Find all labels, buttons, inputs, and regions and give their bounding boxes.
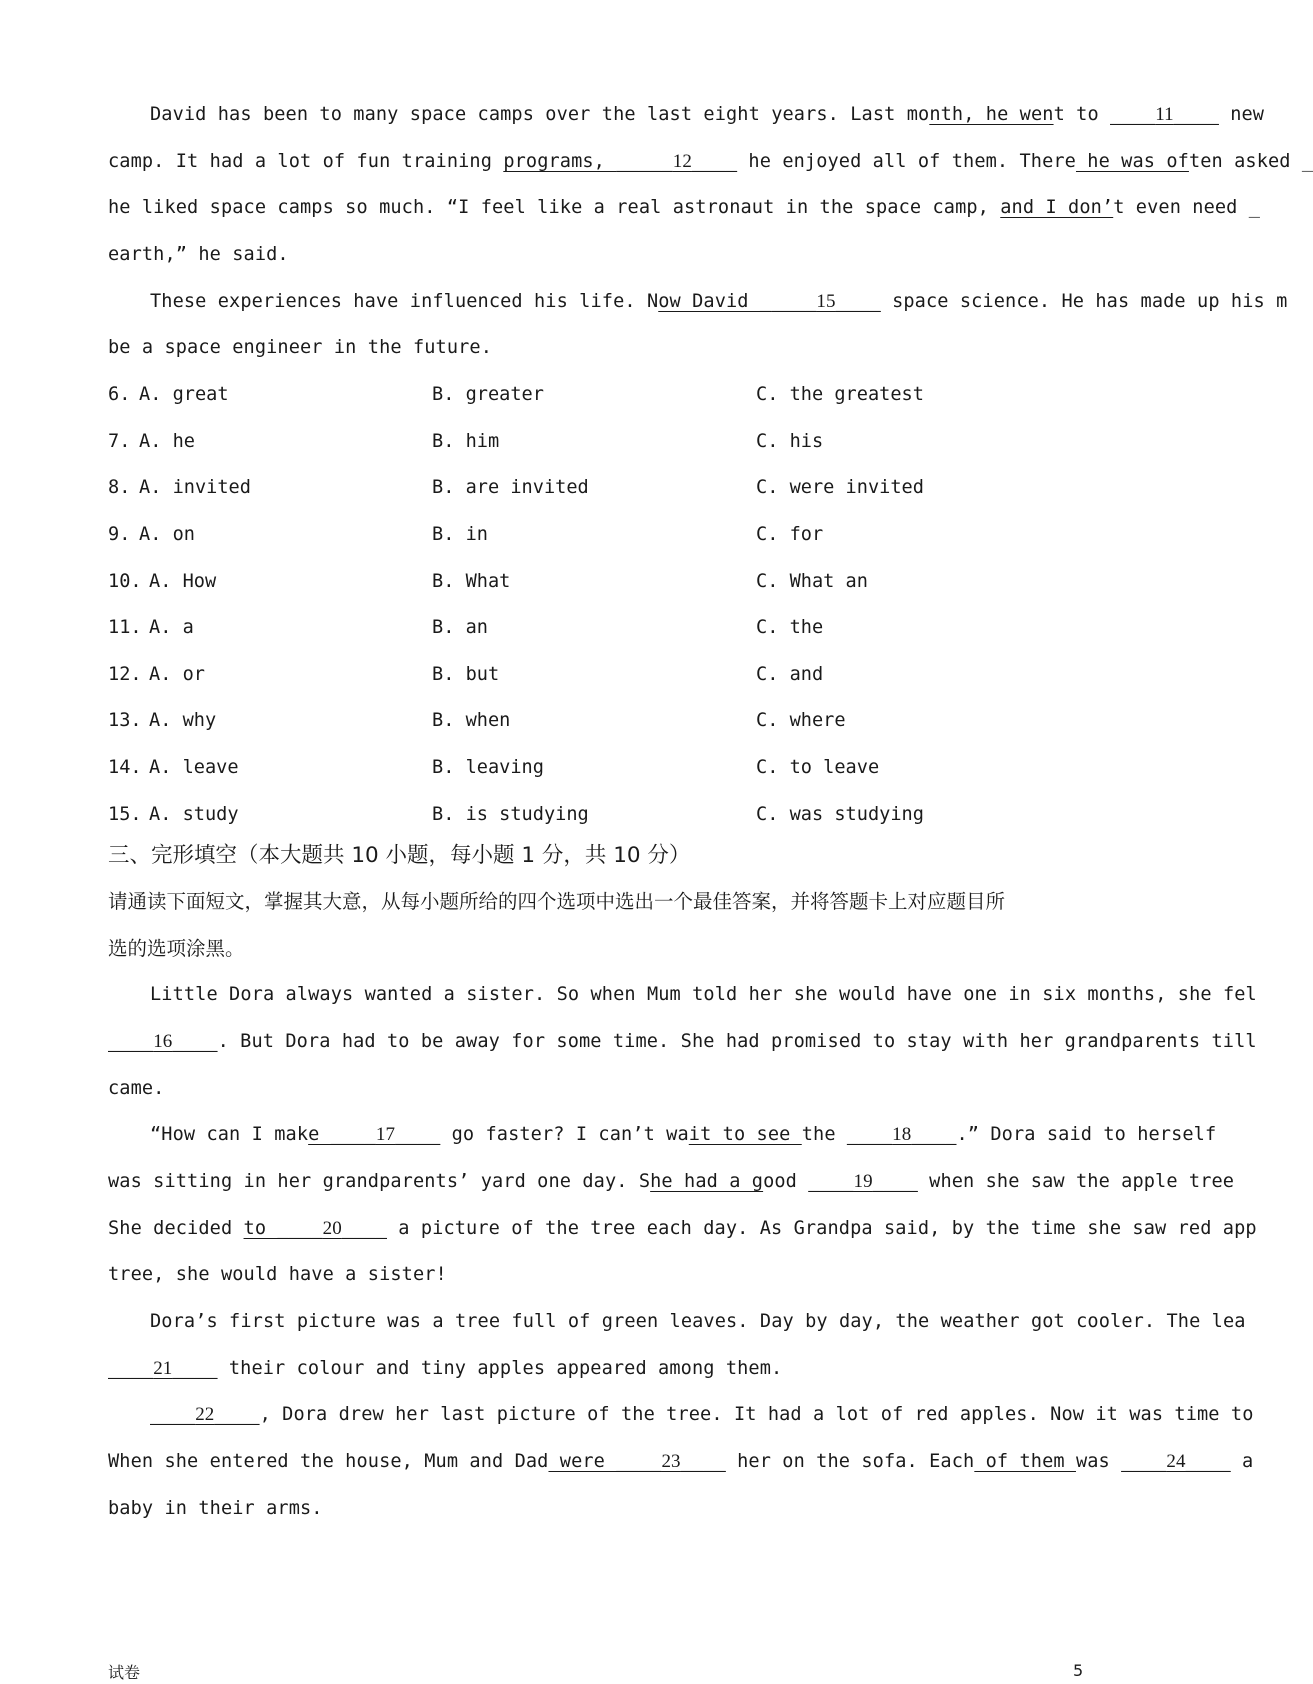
blank-number: 19 [853,1171,873,1192]
underlined-text: ____ [1173,104,1219,125]
passage-line [108,1355,782,1383]
option-c: C. and [756,664,824,685]
passage-text: She decided [108,1218,244,1239]
option-a: A. study [149,804,239,825]
option-c: C. the [756,617,824,638]
passage-text: the [801,1124,847,1145]
underlined-text: ____ [214,1404,260,1425]
underlined-text: ow David _ [658,291,772,312]
blank-number: 23 [661,1451,681,1472]
underlined-text: ____ [771,291,817,312]
option-c: C. where [756,710,846,731]
underlined-text: and I don’ [1000,197,1114,218]
passage-line [108,148,1313,176]
blank-number: 15 [816,291,836,312]
passage-text: be a space engineer in the future. [108,337,493,358]
underlined-text: ____ [341,1218,387,1239]
footer-label: 试卷 [108,1663,141,1682]
option-c: C. was studying [756,804,924,825]
option-c: C. for [756,524,824,545]
passage-text: t to [1053,104,1111,125]
passage-text: her on the sofa. Each [725,1451,975,1472]
underlined-text: ____ [872,1171,918,1192]
passage-text: When she entered the house, Mum and Dad [108,1451,549,1472]
passage-line [108,1075,164,1103]
underlined-text: he was of [1075,151,1189,172]
passage-line [150,101,1264,129]
option-c: C. the greatest [756,384,924,405]
question-number: 14. [108,757,142,778]
passage-line [108,334,492,362]
passage-text: “How can I mak [150,1124,309,1145]
option-a: A. a [149,617,194,638]
passage-text: , Dora drew her last picture of the tree. It had a lot of red apples. Now it was time to [259,1404,1254,1425]
blank-number: 18 [892,1124,912,1145]
blank-number: 11 [1155,104,1174,125]
option-a: A. on [139,524,195,545]
passage-line [150,288,1287,316]
option-b: B. when [432,710,511,731]
passage-line [108,1261,447,1289]
option-a: A. invited [139,477,251,498]
blank-number: 24 [1166,1451,1186,1472]
option-b: B. greater [432,384,544,405]
blank-number: 16 [153,1031,173,1052]
underlined-text: _____ [616,151,673,172]
passage-text: was [1075,1451,1122,1472]
passage-text: earth,” he said. [108,244,289,265]
passage-text: their colour and tiny apples appeared among them. [217,1358,783,1379]
blank-number: 20 [322,1218,342,1239]
option-a: A. great [139,384,229,405]
passage-line [108,1495,323,1523]
passage-text: tree, she would have a sister! [108,1264,447,1285]
passage-text: ood [763,1171,809,1192]
instruction-line: 请通读下面短文，掌握其大意，从每小题所给的四个选项中选出一个最佳答案，并将答题卡上对应题目所 [108,890,1006,913]
option-b: B. leaving [432,757,544,778]
option-b: B. him [432,431,500,452]
page-number: 5 [1073,1661,1084,1680]
blank-number: 12 [672,151,692,172]
underlined-text: ____ [1185,1451,1231,1472]
option-b: B. What [432,571,511,592]
passage-text: Little Dora always wanted a sister. So when Mum told her she would have one in six months, she fel [150,984,1257,1005]
underlined-text: were ____ [548,1451,662,1472]
underlined-text: to ____ [243,1218,323,1239]
passage-line [108,1028,1257,1056]
passage-text: he enjoyed all of them. There [737,151,1076,172]
passage-line [108,1448,1253,1476]
passage-line [150,981,1257,1009]
underlined-text: ____ [808,1171,854,1192]
passage-text: was sitting in her grandparents’ yard one day. S [108,1171,651,1192]
option-b: B. in [432,524,488,545]
passage-line [150,1121,1216,1149]
question-number: 7. [108,431,131,452]
underlined-text: ____ [846,1124,893,1145]
underlined-text: ____ [172,1358,218,1379]
passage-text: t even need _ [1113,197,1261,218]
passage-text: space science. He has made up his m [880,291,1288,312]
underlined-text: ____ [691,151,738,172]
question-number: 9. [108,524,131,545]
passage-line [108,194,1260,222]
passage-text: . But Dora had to be away for some time. She had promised to stay with her grandparents till [217,1031,1257,1052]
question-number: 11. [108,617,142,638]
option-c: C. to leave [756,757,880,778]
question-number: 8. [108,477,131,498]
underlined-text: it to see [688,1124,802,1145]
section-title: 三、完形填空（本大题共 10 小题，每小题 1 分，共 10 分） [108,843,691,868]
option-b: B. are invited [432,477,589,498]
blank-number: 22 [195,1404,215,1425]
blank-number: 21 [153,1358,173,1379]
underlined-text: ____ [395,1124,441,1145]
instruction-line: 选的选项涂黑。 [108,937,245,960]
option-a: A. he [139,431,195,452]
underlined-text: ____ [835,291,881,312]
passage-text: new [1218,104,1265,125]
option-c: C. What an [756,571,868,592]
passage-text: ten asked _ [1188,151,1313,172]
blank-number: 17 [375,1124,396,1145]
passage-text: a [1230,1451,1254,1472]
passage-text: .” Dora said to herself [956,1124,1217,1145]
question-number: 6. [108,384,131,405]
underlined-text: ____ [108,1031,154,1052]
underlined-text: ____ [150,1404,196,1425]
underlined-text: ____ [1110,104,1156,125]
underlined-text: of them [974,1451,1076,1472]
passage-line [150,1308,1246,1336]
passage-line [108,241,289,269]
passage-text: go faster? I can’t wa [440,1124,689,1145]
underlined-text: programs, [503,151,617,172]
underlined-text: he had a g [650,1171,764,1192]
underlined-text: ____ [108,1358,154,1379]
question-number: 12. [108,664,142,685]
option-a: A. How [149,571,217,592]
passage-line [108,1168,1234,1196]
passage-text: came. [108,1078,165,1099]
option-b: B. but [432,664,500,685]
option-a: A. leave [149,757,239,778]
underlined-text: ____ [680,1451,726,1472]
option-a: A. or [149,664,205,685]
question-number: 10. [108,571,142,592]
passage-line [150,1401,1253,1429]
question-number: 15. [108,804,142,825]
underlined-text: ____ [172,1031,218,1052]
passage-text: David has been to many space camps over the last eight years. Last mo [150,104,930,125]
option-b: B. is studying [432,804,589,825]
option-c: C. were invited [756,477,924,498]
passage-text: These experiences have influenced his life. N [150,291,659,312]
passage-text: baby in their arms. [108,1498,323,1519]
option-b: B. an [432,617,488,638]
passage-text: he liked space camps so much. “I feel like a real astronaut in the space camp, [108,197,1001,218]
underlined-text: nth, he wen [929,104,1054,125]
passage-text: camp. It had a lot of fun training [108,151,504,172]
passage-text: when she saw the apple tree [917,1171,1235,1192]
underlined-text: ____ [1121,1451,1167,1472]
passage-text: Dora’s first picture was a tree full of green leaves. Day by day, the weather got cooler. The lea [150,1311,1246,1332]
option-c: C. his [756,431,824,452]
passage-text: a picture of the tree each day. As Grandpa said, by the time she saw red app [387,1218,1257,1239]
underlined-text: ____ [911,1124,957,1145]
question-number: 13. [108,710,142,731]
underlined-text: e ____ [308,1124,376,1145]
passage-line [108,1215,1257,1243]
option-a: A. why [149,710,217,731]
